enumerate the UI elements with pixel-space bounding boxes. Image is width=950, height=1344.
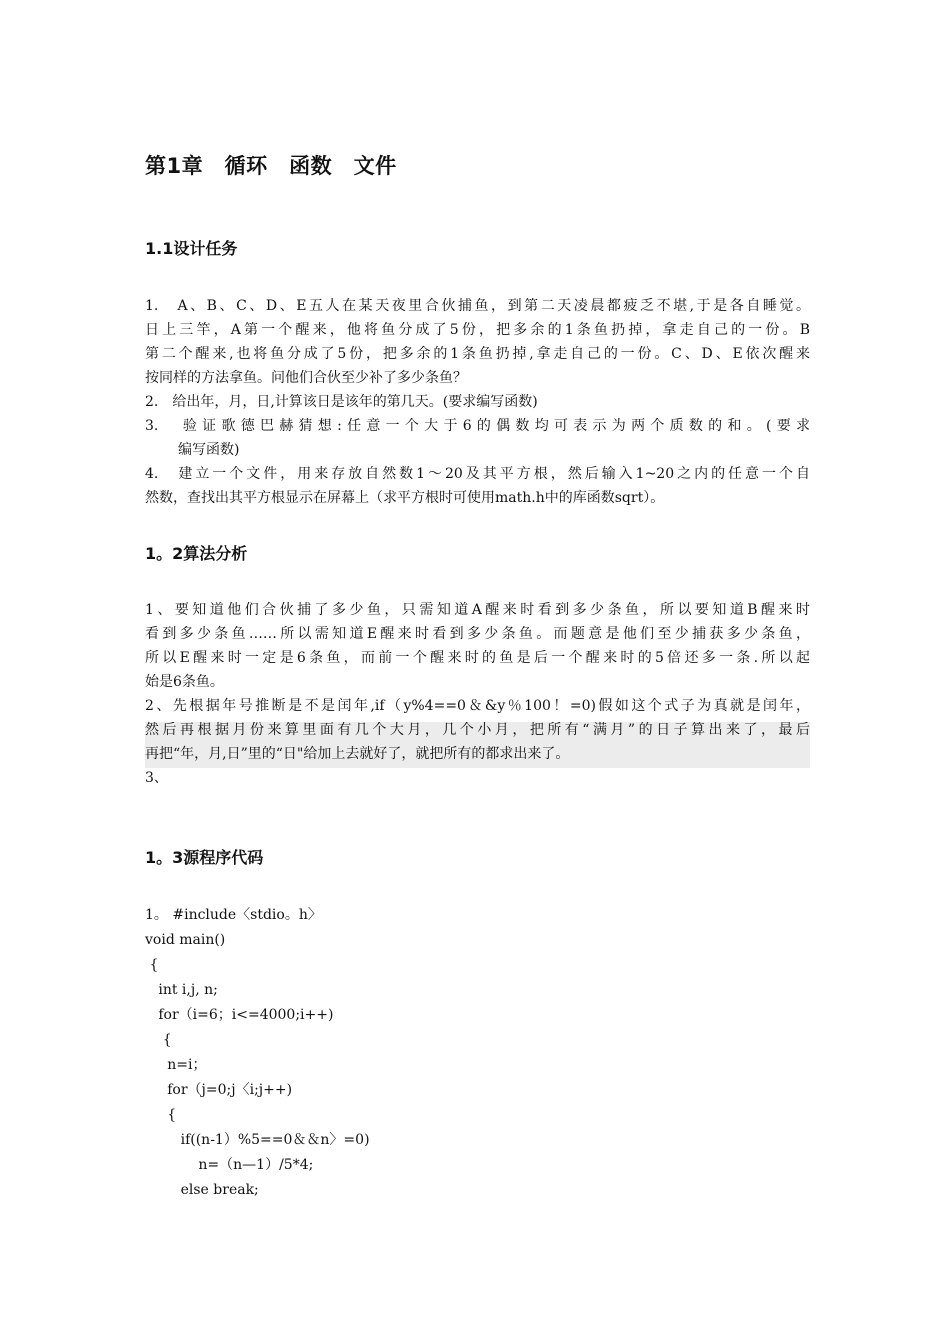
code-line: { (145, 1107, 177, 1123)
analysis-line-6: 然后再根据月份来算里面有几个大月，几个小月，把所有“满月”的日子算出来了，最后 (145, 722, 810, 738)
code-line: for（i=6；i<=4000;i++) (145, 1007, 334, 1023)
source-code-block (145, 903, 370, 1203)
analysis-line-8: 3、 (145, 770, 168, 786)
code-line: void main() (145, 932, 226, 948)
code-line: if((n-1）%5==0＆＆n〉=0) (145, 1132, 370, 1148)
algorithm-analysis (145, 598, 810, 790)
task-1-line-2: 日上三竿，A第一个醒来，他将鱼分成了5份，把多余的1条鱼扔掉，拿走自己的一份。B (145, 322, 810, 338)
analysis-line-1: 1、要知道他们合伙捕了多少鱼，只需知道A醒来时看到多少条鱼，所以要知道B醒来时 (145, 602, 810, 618)
task-3-line-1: 3. 验证歌德巴赫猜想:任意一个大于6的偶数均可表示为两个质数的和。(要求 (145, 418, 810, 434)
code-line: int i,j, n; (145, 982, 218, 998)
code-line: n=（n—1）/5*4; (145, 1157, 314, 1173)
code-line: 1。 #include〈stdio。h〉 (145, 907, 322, 923)
section-title-design-tasks: 1.1设计任务 (145, 239, 238, 258)
section-title-algorithm-analysis: 1。2算法分析 (145, 544, 248, 563)
code-line: else break; (145, 1182, 259, 1198)
analysis-line-4: 始是6条鱼。 (145, 674, 224, 690)
analysis-line-7: 再把“年，月,日”里的“日"给加上去就好了，就把所有的都求出来了。 (145, 746, 570, 762)
task-1-line-3: 第二个醒来,也将鱼分成了5份，把多余的1条鱼扔掉,拿走自己的一份。C、D、E依次醒来 (145, 346, 810, 362)
task-4-line-1: 4. 建立一个文件，用来存放自然数1～20及其平方根，然后输入1~20之内的任意一个自 (145, 466, 810, 482)
section-title-source-code: 1。3源程序代码 (145, 848, 264, 867)
code-line: n=i； (145, 1057, 207, 1073)
analysis-line-3: 所以E醒来时一定是6条鱼，而前一个醒来时的鱼是后一个醒来时的5倍还多一条.所以起 (145, 650, 810, 666)
code-line: { (145, 957, 159, 973)
task-1-line-1: 1. A、B、C、D、E五人在某天夜里合伙捕鱼，到第二天凌晨都疲乏不堪,于是各自睡觉。 (145, 298, 810, 314)
code-line: for（j=0;j〈i;j++) (145, 1082, 293, 1098)
code-line: { (145, 1032, 172, 1048)
task-2: 2. 给出年，月，日,计算该日是该年的第几天。(要求编写函数) (145, 394, 538, 410)
analysis-line-2: 看到多少条鱼……所以需知道E醒来时看到多少条鱼。而题意是他们至少捕获多少条鱼， (145, 626, 810, 642)
analysis-line-5: 2、先根据年号推断是不是闰年,if（y%4==0＆&y％100！=0)假如这个式子为真就是闰年， (145, 698, 810, 714)
chapter-title: 第1章 循环 函数 文件 (145, 154, 397, 178)
task-4-line-2: 然数，查找出其平方根显示在屏幕上（求平方根时可使用math.h中的库函数sqrt）。 (145, 490, 665, 506)
task-3-line-2: 编写函数) (178, 442, 240, 458)
task-list (145, 294, 810, 510)
task-1-line-4: 按同样的方法拿鱼。问他们合伙至少补了多少条鱼？ (145, 370, 467, 386)
